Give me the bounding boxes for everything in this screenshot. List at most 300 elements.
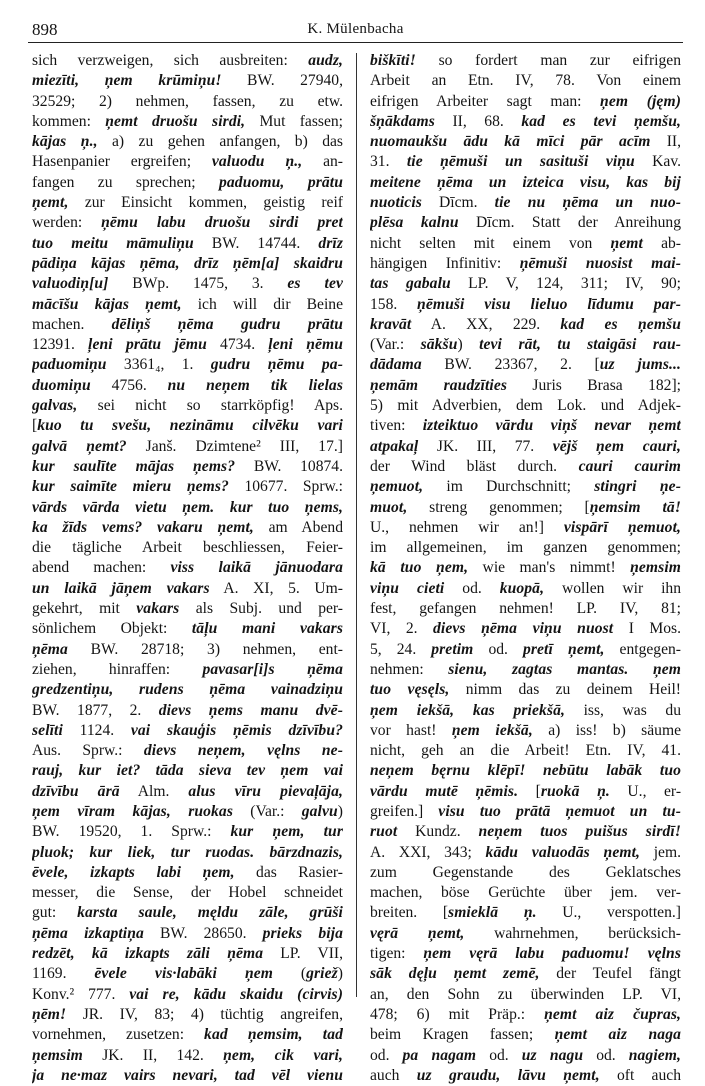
gloss-text: so fordert man zur eifrigen bbox=[415, 52, 681, 69]
gloss-text: BW. 23367, 2. [ bbox=[421, 356, 600, 374]
text-line bbox=[370, 538, 681, 558]
text-line bbox=[32, 640, 343, 660]
gloss-text: ab- bbox=[642, 234, 681, 252]
latvian-text: ņēm! bbox=[32, 1005, 67, 1023]
gloss-text: BW. 28718; 3) nehmen, ent- bbox=[67, 640, 343, 658]
latvian-text: drīz bbox=[318, 234, 343, 252]
page-header bbox=[28, 12, 683, 43]
text-line bbox=[32, 234, 343, 254]
latvian-text: paduomiņu bbox=[32, 356, 107, 374]
gloss-text: 5) mit Adverbien, dem Lok. und Adjek- bbox=[370, 397, 681, 415]
gloss-text: JR. IV, 83; 4) tüchtig angreifen, bbox=[66, 1005, 343, 1023]
gloss-text: eifrigen Arbeiter sagt man: bbox=[370, 92, 601, 110]
gloss-text: vornehmen, zusetzen: bbox=[32, 1026, 205, 1044]
gloss-text: II, bbox=[650, 133, 681, 151]
gloss-text: an, den Sohn zu überwinden LP. VI, bbox=[370, 985, 681, 1003]
latvian-text: kad es ņemšu bbox=[560, 315, 681, 333]
latvian-text: ņemt, bbox=[32, 194, 69, 212]
text-line bbox=[32, 152, 343, 172]
text-line bbox=[32, 558, 343, 578]
gloss-text: ) bbox=[337, 965, 343, 983]
latvian-text: es tev bbox=[287, 275, 343, 293]
gloss-text: A. XI, 5. Um- bbox=[209, 579, 343, 597]
gloss-text: wollen wir ihn bbox=[544, 579, 681, 597]
latvian-text: mācīšu kājas ņemt, bbox=[32, 295, 182, 313]
gloss-text: ) bbox=[457, 336, 480, 354]
text-line bbox=[370, 701, 681, 721]
latvian-text: kur ņem, tur bbox=[230, 823, 343, 841]
latvian-text: pluok; kur liek, tur ruodas. bārzdnazis, bbox=[32, 843, 343, 861]
latvian-text: tie ņēmuši un sasituši viņu bbox=[406, 153, 635, 171]
latvian-text: uz nagu bbox=[521, 1046, 584, 1064]
gloss-text: tigen: bbox=[370, 945, 424, 963]
gloss-text: kommen: bbox=[32, 112, 106, 130]
latvian-text: izteiktuo vārdu viņš nevar ņemt bbox=[422, 417, 681, 435]
latvian-text: kravāt bbox=[370, 315, 412, 333]
text-line bbox=[32, 761, 343, 781]
latvian-text: ja ne·maz vairs nevari, tad vēl vienu bbox=[32, 1066, 343, 1084]
gloss-text: machen. bbox=[32, 315, 112, 333]
latvian-text: ņēma bbox=[32, 640, 68, 658]
text-line bbox=[370, 152, 681, 172]
text-line bbox=[370, 193, 681, 213]
latvian-text: viņu cieti bbox=[370, 579, 445, 597]
text-line bbox=[32, 843, 343, 863]
latvian-text: ņemuot, bbox=[370, 478, 424, 496]
text-line bbox=[32, 1046, 343, 1066]
text-line bbox=[370, 213, 681, 233]
text-line bbox=[32, 903, 343, 923]
gloss-text: zum Gegenstande des Geklatsches bbox=[370, 863, 681, 881]
gloss-text: Mut fassen; bbox=[245, 112, 343, 130]
text-line bbox=[32, 376, 343, 396]
text-line bbox=[32, 315, 343, 335]
latvian-text: tas gabalu bbox=[370, 275, 451, 293]
gloss-text: streng genommen; [ bbox=[407, 498, 590, 516]
latvian-text: ņem vęrā labu paduomu! vęlns bbox=[423, 945, 681, 963]
gloss-text: BW. 19520, 1. Sprw.: bbox=[32, 823, 231, 841]
text-line bbox=[370, 903, 681, 923]
latvian-text: ņemt druošu sirdi, bbox=[105, 112, 246, 130]
gloss-text: fangen zu sprechen; bbox=[32, 173, 219, 191]
text-line bbox=[32, 782, 343, 802]
latvian-text: dzīvību ārā bbox=[32, 782, 120, 800]
latvian-text: ņem vīram kājas, ruokas bbox=[32, 802, 233, 820]
text-line bbox=[370, 741, 681, 761]
latvian-text: vispārī ņemuot, bbox=[563, 518, 681, 536]
gloss-text: als Subj. und per- bbox=[179, 600, 343, 618]
text-line bbox=[32, 396, 343, 416]
gloss-text: a) zu gehen anfangen, b) das bbox=[97, 133, 343, 151]
latvian-text: pretim bbox=[431, 640, 474, 658]
latvian-text: galvu bbox=[301, 802, 338, 820]
latvian-text: tie nu ņēma un nuo- bbox=[494, 194, 681, 212]
latvian-text: ņem iekšā, bbox=[451, 721, 533, 739]
text-line bbox=[370, 132, 681, 152]
gloss-text: a) iss! b) säume bbox=[532, 721, 681, 739]
gloss-text: 31. bbox=[370, 153, 407, 171]
gloss-text: Alm. bbox=[119, 782, 189, 800]
gloss-text: Hasenpanier ergreifen; bbox=[32, 153, 212, 171]
text-line bbox=[370, 51, 681, 71]
latvian-text: kad ņemsim, tad bbox=[204, 1026, 343, 1044]
text-line bbox=[370, 843, 681, 863]
latvian-text: ka žīds vems? vakaru ņemt, bbox=[32, 518, 254, 536]
text-line bbox=[370, 802, 681, 822]
latvian-text: sienu, zagtas mantas. ņem bbox=[448, 660, 681, 678]
gloss-text: Dīcm. bbox=[421, 194, 495, 212]
latvian-text: pavasar[i]s ņēma bbox=[202, 660, 343, 678]
text-line bbox=[32, 1005, 343, 1025]
latvian-text: nu neņem tik lielas bbox=[167, 376, 343, 394]
text-line bbox=[32, 579, 343, 599]
latvian-text: dēliņš ņēma gudru prātu bbox=[111, 315, 343, 333]
text-line bbox=[32, 335, 343, 355]
latvian-text: valuodiņ[u] bbox=[32, 275, 109, 293]
text-line bbox=[370, 92, 681, 112]
text-line bbox=[32, 741, 343, 761]
gloss-text: U., verspotten.] bbox=[536, 904, 681, 922]
latvian-text: un laikā jāņem vakars bbox=[32, 579, 210, 597]
page-number: 898 bbox=[32, 20, 58, 39]
gloss-text: 32529; 2) nehmen, fassen, zu etw. bbox=[32, 92, 343, 110]
latvian-text: dievs ņems manu dvē- bbox=[158, 701, 343, 719]
gloss-text: LP. V, 124, 311; IV, 90; bbox=[450, 275, 681, 293]
text-line bbox=[32, 355, 343, 375]
text-line bbox=[370, 660, 681, 680]
gloss-text: entgegen- bbox=[604, 640, 681, 658]
latvian-text: miezīti, ņem krūmiņu! bbox=[32, 72, 222, 90]
gloss-text: [ bbox=[518, 782, 541, 800]
latvian-text: smieklā ņ. bbox=[448, 904, 537, 922]
gloss-text: Konv.² 777. bbox=[32, 985, 130, 1003]
text-line bbox=[370, 457, 681, 477]
latvian-text: uz graudu, lāvu ņemt, bbox=[416, 1066, 600, 1084]
gloss-text: 12391. bbox=[32, 336, 89, 354]
gloss-text: 1169. bbox=[32, 965, 95, 983]
text-line bbox=[370, 518, 681, 538]
gloss-text: od. bbox=[473, 640, 523, 658]
text-line bbox=[370, 822, 681, 842]
gloss-text: Aus. Sprw.: bbox=[32, 742, 144, 760]
latvian-text: šņākdams bbox=[370, 112, 435, 130]
gloss-text: U., nehmen wir an!] bbox=[370, 518, 564, 536]
text-line bbox=[370, 274, 681, 294]
gloss-text: I Mos. bbox=[613, 620, 681, 638]
latvian-text: atpakaļ bbox=[370, 437, 419, 455]
gloss-text: vor hast! bbox=[370, 721, 452, 739]
text-line bbox=[370, 599, 681, 619]
latvian-text: uz jums... bbox=[599, 356, 681, 374]
latvian-text: nuoticis bbox=[370, 194, 422, 212]
latvian-text: pretī ņemt, bbox=[522, 640, 605, 658]
gloss-text: fest, gefangen nehmen! LP. IV, 81; bbox=[370, 600, 681, 618]
text-line bbox=[32, 660, 343, 680]
gloss-text: 158. bbox=[370, 295, 418, 313]
text-line bbox=[32, 1066, 343, 1086]
latvian-text: alus vīru pievaļāja, bbox=[188, 782, 343, 800]
gloss-text: der Teufel fängt bbox=[539, 965, 681, 983]
latvian-text: vai re, kādu skaidu (cirvis) bbox=[129, 985, 343, 1003]
text-line bbox=[32, 1025, 343, 1045]
text-line bbox=[32, 132, 343, 152]
latvian-text: nagiem, bbox=[628, 1046, 681, 1064]
latvian-text: ēvele vis·labāki ņem bbox=[94, 965, 274, 983]
latvian-text: vęrā ņemt, bbox=[370, 924, 465, 942]
text-line bbox=[370, 498, 681, 518]
text-line bbox=[370, 254, 681, 274]
latvian-text: stingri ņe- bbox=[594, 478, 681, 496]
gloss-text: (Var.: bbox=[370, 336, 421, 354]
gloss-text: an- bbox=[302, 153, 343, 171]
gloss-text: sich verzweigen, sich ausbreiten: bbox=[32, 52, 309, 69]
text-line bbox=[370, 112, 681, 132]
latvian-text: dievs ņēma viņu nuost bbox=[433, 620, 614, 638]
text-line bbox=[370, 71, 681, 91]
gloss-text: ziehen, hinraffen: bbox=[32, 660, 203, 678]
latvian-text: dievs neņem, vęlns ne- bbox=[143, 742, 343, 760]
text-line bbox=[32, 213, 343, 233]
text-line bbox=[370, 295, 681, 315]
gloss-text: ich will dir Beine bbox=[181, 295, 343, 313]
latvian-text: nebūtu labāk tuo bbox=[543, 762, 681, 780]
gloss-text: Juris Brasa 182]; bbox=[507, 376, 681, 394]
gloss-text: 3361₄, 1. bbox=[106, 356, 211, 374]
gloss-text: hängigen Infinitiv: bbox=[370, 254, 520, 272]
gloss-text: 1124. bbox=[62, 721, 131, 739]
gloss-text: II, 68. bbox=[434, 112, 522, 130]
gloss-text: od. bbox=[583, 1046, 629, 1064]
gloss-text: nicht, geh an die Arbeit! Etn. IV, 41. bbox=[370, 742, 681, 760]
latvian-text: ēvele, izkapts labi ņem, bbox=[32, 863, 235, 881]
gloss-text: oft auch bbox=[599, 1066, 681, 1084]
latvian-text: kuo tu svešu, nezināmu cilvēku vari bbox=[37, 417, 343, 435]
latvian-text: gredzentiņu, rudens ņēma vainadziņu bbox=[32, 681, 343, 699]
latvian-text: ņem (jęm) bbox=[600, 92, 681, 110]
latvian-text: karsta saule, męldu zāle, grūši bbox=[77, 904, 343, 922]
gloss-text: wie man's nimmt! bbox=[468, 559, 631, 577]
left-column bbox=[32, 51, 343, 1086]
latvian-text: vārdu mutē ņēmis. bbox=[370, 782, 519, 800]
text-line bbox=[370, 619, 681, 639]
latvian-text: ruot bbox=[370, 823, 398, 841]
latvian-text: neņem bęrnu klēpī! bbox=[370, 762, 526, 780]
gloss-text: od. bbox=[476, 1046, 522, 1064]
gloss-text: Dīcm. Statt der Anreihung bbox=[458, 214, 681, 232]
gloss-text: BW. 1877, 2. bbox=[32, 701, 159, 719]
gloss-text: 4756. bbox=[90, 376, 168, 394]
text-line bbox=[32, 802, 343, 822]
latvian-text: ņemsim tā! bbox=[589, 498, 681, 516]
text-line bbox=[32, 254, 343, 274]
latvian-text: vārds vārda vietu ņem. kur tuo ņems, bbox=[32, 498, 343, 516]
gloss-text: JK. II, 142. bbox=[82, 1046, 224, 1064]
text-line bbox=[32, 295, 343, 315]
text-line bbox=[370, 863, 681, 883]
latvian-text: ņēmu labu druošu sirdi pret bbox=[101, 214, 343, 232]
latvian-text: paduomu, prātu bbox=[219, 173, 343, 191]
gloss-text: gekehrt, mit bbox=[32, 600, 137, 618]
latvian-text: cauri caurim bbox=[578, 457, 681, 475]
text-line bbox=[32, 863, 343, 883]
latvian-text: selīti bbox=[32, 721, 63, 739]
text-line bbox=[32, 924, 343, 944]
latvian-text: kā tuo ņem, bbox=[370, 559, 469, 577]
gloss-text: nimm das zu deinem Heil! bbox=[449, 681, 681, 699]
text-line bbox=[32, 51, 343, 71]
latvian-text: plēsa kalnu bbox=[370, 214, 459, 232]
gloss-text: (Var.: bbox=[233, 802, 302, 820]
text-line bbox=[370, 335, 681, 355]
text-line bbox=[370, 964, 681, 984]
latvian-text: rauj, kur iet? tāda sieva tev ņem vai bbox=[32, 762, 343, 780]
latvian-text: ņemsim bbox=[32, 1046, 83, 1064]
gloss-text: od. bbox=[370, 1046, 403, 1064]
text-line bbox=[32, 985, 343, 1005]
latvian-text: duomiņu bbox=[32, 376, 91, 394]
text-line bbox=[370, 234, 681, 254]
latvian-text: ņem, cik vari, bbox=[223, 1046, 343, 1064]
text-line bbox=[370, 477, 681, 497]
latvian-text: galvas, bbox=[32, 397, 78, 415]
text-line bbox=[370, 924, 681, 944]
gloss-text: BW. 10874. bbox=[235, 457, 343, 475]
gloss-text: machen, böse Gerüchte über jem. ver- bbox=[370, 884, 681, 902]
latvian-text: pa nagam bbox=[402, 1046, 477, 1064]
text-line bbox=[370, 1046, 681, 1066]
gloss-text: Kav. bbox=[634, 153, 681, 171]
text-line bbox=[32, 416, 343, 436]
text-line bbox=[370, 944, 681, 964]
text-line bbox=[370, 416, 681, 436]
latvian-text: tuo meitu māmuliņu bbox=[32, 234, 194, 252]
text-line bbox=[370, 680, 681, 700]
text-line bbox=[370, 173, 681, 193]
text-line bbox=[370, 1066, 681, 1086]
text-line bbox=[32, 619, 343, 639]
gloss-text: [ bbox=[32, 417, 38, 435]
text-line bbox=[32, 538, 343, 558]
text-line bbox=[370, 579, 681, 599]
latvian-text: muot, bbox=[370, 498, 408, 516]
text-line bbox=[370, 315, 681, 335]
gloss-text: breiten. [ bbox=[370, 904, 449, 922]
gloss-text: iss, was du bbox=[564, 701, 681, 719]
latvian-text: tāļu mani vakars bbox=[191, 620, 343, 638]
latvian-text: ļeni ņēmu bbox=[268, 336, 343, 354]
text-line bbox=[32, 944, 343, 964]
latvian-text: ruokā ņ. bbox=[540, 782, 610, 800]
gloss-text: das Rasier- bbox=[234, 863, 343, 881]
gloss-text: ( bbox=[273, 965, 307, 983]
latvian-text: gudru ņēmu pa- bbox=[210, 356, 343, 374]
latvian-text: griež bbox=[306, 965, 338, 983]
text-line bbox=[32, 437, 343, 457]
gloss-text: nicht selten mit einem von bbox=[370, 234, 611, 252]
text-line bbox=[32, 701, 343, 721]
latvian-text: ļeni prātu jēmu bbox=[88, 336, 207, 354]
latvian-text: kuopā, bbox=[499, 579, 545, 597]
latvian-text: tevi rāt, tu staigāsi rau- bbox=[479, 336, 681, 354]
text-line bbox=[370, 376, 681, 396]
running-head: K. Mülenbacha bbox=[307, 21, 404, 37]
gloss-text: LP. VII, bbox=[263, 945, 343, 963]
text-line bbox=[370, 355, 681, 375]
gloss-text: BW. 28650. bbox=[143, 924, 263, 942]
text-line bbox=[32, 498, 343, 518]
text-line bbox=[32, 721, 343, 741]
text-line bbox=[32, 457, 343, 477]
latvian-text: kājas ņ., bbox=[32, 133, 98, 151]
text-line bbox=[32, 883, 343, 903]
text-line bbox=[370, 640, 681, 660]
latvian-text: vai skauģis ņēmis dzīvību? bbox=[130, 721, 343, 739]
gloss-text: A. XX, 229. bbox=[411, 315, 561, 333]
gloss-text: nehmen: bbox=[370, 660, 449, 678]
text-line bbox=[370, 985, 681, 1005]
gloss-text: sönlichem Objekt: bbox=[32, 620, 192, 638]
gloss-text: im Durchschnitt; bbox=[423, 478, 595, 496]
gloss-text: jem. bbox=[640, 843, 681, 861]
latvian-text: biškīti! bbox=[370, 52, 416, 69]
latvian-text: prieks bija bbox=[262, 924, 343, 942]
latvian-text: ņemt aiz čupras, bbox=[544, 1005, 681, 1023]
right-column bbox=[370, 51, 681, 1086]
gloss-text: 10677. Sprw.: bbox=[228, 478, 343, 496]
gloss-text: tiven: bbox=[370, 417, 423, 435]
latvian-text: ņemsim bbox=[630, 559, 681, 577]
gloss-text: VI, 2. bbox=[370, 620, 433, 638]
latvian-text: kad es tevi ņemšu, bbox=[521, 112, 681, 130]
gloss-text: der Wind bläst durch. bbox=[370, 457, 579, 475]
latvian-text: galvā ņemt? bbox=[32, 437, 127, 455]
latvian-text: tuo vęsęls, bbox=[370, 681, 450, 699]
gloss-text: A. XXI, 343; bbox=[370, 843, 486, 861]
gloss-text: Janš. Dzimtene² III, 17.] bbox=[126, 437, 343, 455]
text-line bbox=[32, 477, 343, 497]
latvian-text: pādiņa kājas ņēma, drīz ņēm[a] skaidru bbox=[32, 254, 343, 272]
gloss-text: 4734. bbox=[206, 336, 269, 354]
latvian-text: sākšu bbox=[420, 336, 458, 354]
gloss-text: Arbeit an Etn. IV, 78. Von einem bbox=[370, 72, 681, 90]
text-line bbox=[32, 822, 343, 842]
text-line bbox=[32, 599, 343, 619]
latvian-text: ņēmuši visu lieluo līdumu par- bbox=[417, 295, 681, 313]
gloss-text: die tägliche Arbeit beschliessen, Feier- bbox=[32, 539, 343, 557]
gloss-text: am Abend bbox=[253, 518, 343, 536]
latvian-text: kur saimīte mieru ņems? bbox=[32, 478, 229, 496]
text-line bbox=[32, 71, 343, 91]
gloss-text: BWp. 1475, 3. bbox=[108, 275, 288, 293]
latvian-text: meitene ņēma un izteica visu, kas bij bbox=[370, 173, 681, 191]
gloss-text: im allgemeinen, im ganzen genommen; bbox=[370, 539, 681, 557]
gloss-text: greifen.] bbox=[370, 802, 439, 820]
text-line bbox=[370, 1005, 681, 1025]
gloss-text bbox=[526, 762, 544, 779]
text-line bbox=[370, 782, 681, 802]
text-line bbox=[32, 193, 343, 213]
latvian-text: kādu valuodās ņemt, bbox=[485, 843, 641, 861]
latvian-text: ņemt aiz naga bbox=[554, 1026, 681, 1044]
text-line bbox=[370, 721, 681, 741]
latvian-text: vējš ņem cauri, bbox=[552, 437, 681, 455]
gloss-text: ) bbox=[337, 802, 343, 820]
text-line bbox=[370, 396, 681, 416]
gloss-text: wahrnehmen, berücksich- bbox=[464, 924, 681, 942]
gloss-text: beim Kragen fassen; bbox=[370, 1026, 555, 1044]
gloss-text: od. bbox=[444, 579, 500, 597]
text-line bbox=[32, 112, 343, 132]
